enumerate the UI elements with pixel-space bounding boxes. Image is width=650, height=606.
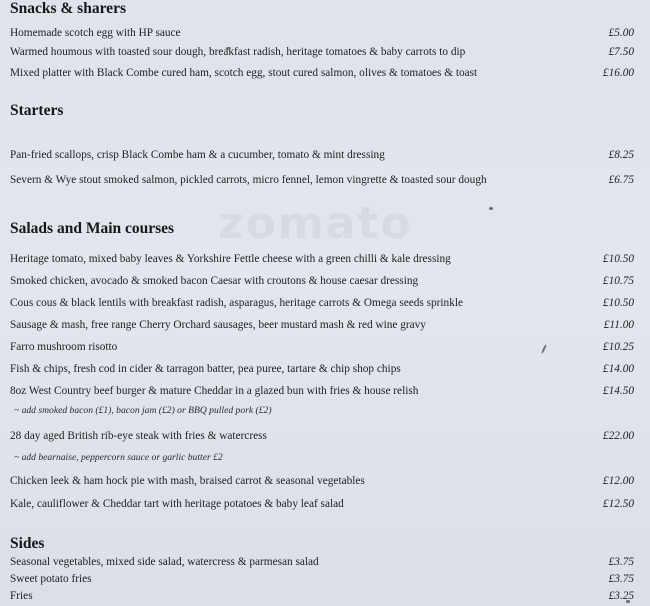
paper-speck xyxy=(489,207,493,210)
item-name: Mixed platter with Black Combe cured ham, scotch egg, stout cured salmon, olives & tomatoes & toast xyxy=(10,67,478,79)
item-price: £10.50 xyxy=(602,297,634,309)
item-name: Fish & chips, fresh cod in cider & tarragon batter, pea puree, tartare & chip shop chips xyxy=(10,363,401,375)
menu-item xyxy=(10,553,634,571)
item-price: £14.50 xyxy=(602,385,634,397)
menu-item xyxy=(10,382,634,400)
menu-item xyxy=(10,272,634,290)
item-name: Sweet potato fries xyxy=(10,573,92,585)
section-heading-mains: Salads and Main courses xyxy=(10,220,175,237)
item-name: 8oz West Country beef burger & mature Cheddar in a glazed bun with fries & house relish xyxy=(10,385,419,397)
item-note: ~ add smoked bacon (£1), bacon jam (£2) or BBQ pulled pork (£2) xyxy=(14,405,272,416)
item-price: £5.00 xyxy=(608,27,634,39)
item-name: Farro mushroom risotto xyxy=(10,341,118,353)
item-name: Seasonal vegetables, mixed side salad, watercress & parmesan salad xyxy=(10,556,319,568)
item-price: £11.00 xyxy=(603,319,634,331)
item-note: ~ add bearnaise, peppercorn sauce or garlic butter £2 xyxy=(14,452,223,463)
item-name: Severn & Wye stout smoked salmon, pickled carrots, micro fennel, lemon vingrette & toasted sour dough xyxy=(10,174,487,186)
menu-item xyxy=(10,472,634,490)
menu-item xyxy=(10,250,634,268)
section-heading-starters: Starters xyxy=(10,102,64,119)
item-name: Chicken leek & ham hock pie with mash, braised carrot & seasonal vegetables xyxy=(10,475,365,487)
menu-item xyxy=(10,64,634,82)
section-heading-snacks: Snacks & sharers xyxy=(10,0,126,17)
menu-item xyxy=(10,570,634,588)
menu-item xyxy=(10,360,634,378)
item-name: Warmed houmous with toasted sour dough, breakfast radish, heritage tomatoes & baby carrots to dip xyxy=(10,46,466,58)
item-price: £22.00 xyxy=(602,430,634,442)
menu-item xyxy=(10,338,634,356)
menu-item xyxy=(10,316,634,334)
item-price: £3.25 xyxy=(608,590,634,602)
item-price: £10.75 xyxy=(602,275,634,287)
item-name: Heritage tomato, mixed baby leaves & Yorkshire Fettle cheese with a green chilli & kale dressing xyxy=(10,253,451,265)
menu-item xyxy=(10,495,634,513)
menu-item xyxy=(10,146,634,164)
item-name: Cous cous & black lentils with breakfast radish, asparagus, heritage carrots & Omega seeds sprinkle xyxy=(10,297,464,309)
item-price: £8.25 xyxy=(608,149,634,161)
menu-item xyxy=(10,587,634,605)
item-price: £14.00 xyxy=(602,363,634,375)
watermark: zomato xyxy=(218,198,413,249)
item-name: Homemade scotch egg with HP sauce xyxy=(10,27,181,39)
item-price: £12.00 xyxy=(602,475,634,487)
menu-item xyxy=(10,43,634,61)
menu-item xyxy=(10,427,634,445)
item-name: Fries xyxy=(10,590,33,602)
item-price: £10.50 xyxy=(602,253,634,265)
menu-item xyxy=(10,294,634,312)
item-price: £7.50 xyxy=(608,46,634,58)
item-price: £10.25 xyxy=(602,341,634,353)
menu-item xyxy=(10,24,634,42)
item-name: Smoked chicken, avocado & smoked bacon Caesar with croutons & house caesar dressing xyxy=(10,275,419,287)
item-name: 28 day aged British rib-eye steak with fries & watercress xyxy=(10,430,267,442)
item-price: £3.75 xyxy=(608,573,634,585)
menu-item xyxy=(10,171,634,189)
section-heading-sides: Sides xyxy=(10,535,45,552)
item-name: Sausage & mash, free range Cherry Orchard sausages, beer mustard mash & red wine gravy xyxy=(10,319,426,331)
item-price: £12.50 xyxy=(602,498,634,510)
item-price: £16.00 xyxy=(602,67,634,79)
item-name: Pan-fried scallops, crisp Black Combe ham & a cucumber, tomato & mint dressing xyxy=(10,149,385,161)
item-price: £6.75 xyxy=(608,174,634,186)
item-price: £3.75 xyxy=(608,556,634,568)
item-name: Kale, cauliflower & Cheddar tart with heritage potatoes & baby leaf salad xyxy=(10,498,344,510)
